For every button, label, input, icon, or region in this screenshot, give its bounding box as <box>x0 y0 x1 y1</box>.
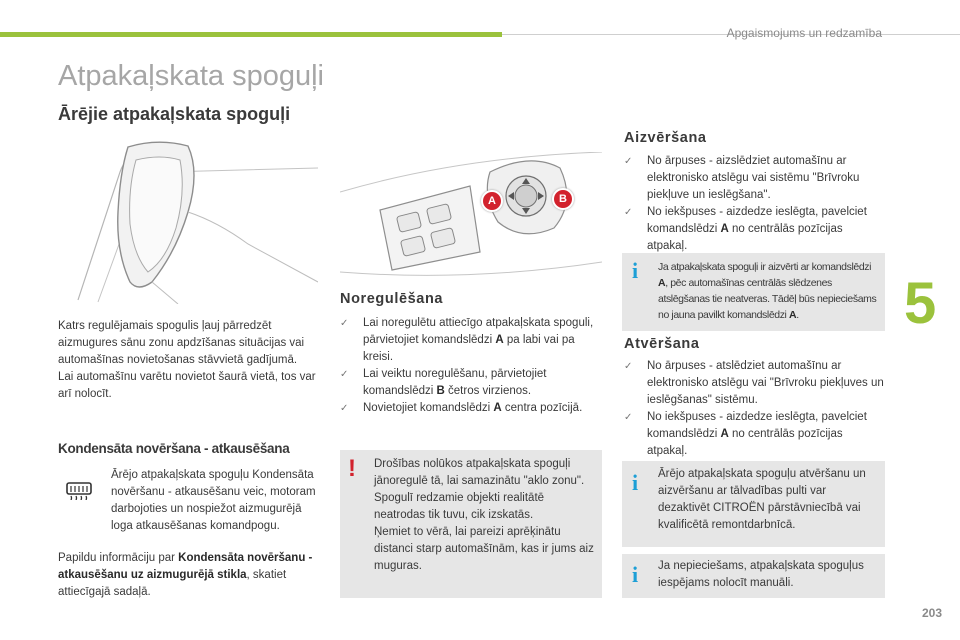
exclamation-icon: ! <box>348 455 356 482</box>
bullet-icon: ✓ <box>340 318 349 329</box>
page-title: Atpakaļskata spoguļi <box>58 60 324 92</box>
label-b-badge: B <box>552 188 574 210</box>
warning-text: Drošības nolūkos atpakaļskata spoguļi jānoregulē tā, lai samazinātu "aklo zonu". Spogulī redzamie objekti realitātē neatrodas tik tuvu, cik izskatās. Ņemiet to vērā, lai pareizi aprēķinātu distanci starp automašīnām, kas ir jums aiz muguras. <box>374 458 594 572</box>
bullet-icon: ✓ <box>340 403 349 414</box>
bullet-icon: ✓ <box>624 207 633 218</box>
section-subtitle: Ārējie atpakaļskata spoguļi <box>58 104 291 124</box>
folding-title: Aizvēršana <box>624 130 707 146</box>
adjusting-list <box>340 315 602 417</box>
folding-list <box>624 153 886 255</box>
info-fold-text: Ja atpakaļskata spoguļi ir aizvērti ar komandslēdzi A, pēc automašīnas centrālās slēdzenes atslēgšanas tie neatveras. Tādēļ būs nepieciešams no jauna pavilkt komandslēdzi A. <box>658 261 877 321</box>
door-switch-illustration <box>340 152 602 292</box>
condensation-text: Ārējo atpakaļskata spoguļu Kondensāta novēršanu - atkausēšanu veic, motoram darbojoties un nospiežot aizmugurējā loga atkausēšanas komandpogu. <box>111 469 316 532</box>
unfolding-list <box>624 358 886 460</box>
page-number: 203 <box>921 606 942 620</box>
bullet-icon: ✓ <box>624 412 633 423</box>
list-item: ✓ No ārpuses - atslēdziet automašīnu ar elektronisko atslēgu vai "Brīvroku piekļuves un ieslēgšanas" sistēmu. <box>624 360 884 406</box>
bullet-icon: ✓ <box>624 156 633 167</box>
label-a-badge: A <box>481 190 503 212</box>
list-item: ✓ Novietojiet komandslēdzi A centra pozīcijā. <box>340 400 602 417</box>
chapter-number: 5 <box>904 271 937 336</box>
list-item: ✓ No iekšpuses - aizdedze ieslēgta, pavelciet komandslēdzi A no centrālās pozīcijas atpakaļ. <box>624 411 867 457</box>
mirror-illustration <box>68 132 318 304</box>
intro-line-2: Lai automašīnu varētu novietot šaurā vietā, tos var arī nolocīt. <box>58 371 316 400</box>
bullet-icon: ✓ <box>340 369 349 380</box>
rear-defrost-icon <box>66 482 92 500</box>
info-icon: i <box>632 562 639 587</box>
list-item: ✓ No iekšpuses - aizdedze ieslēgta, pavelciet komandslēdzi A no centrālās pozīcijas atpakaļ. <box>624 206 867 252</box>
info-icon: i <box>632 258 639 283</box>
intro-line-1: Katrs regulējamais spogulis ļauj pārredzēt aizmugures sānu zonu apdzīšanas situācijas vai automašīnas novietošanas stāvvietā gadījumā. <box>58 320 305 366</box>
condensation-title: Kondensāta novēršana - atkausēšana <box>58 441 290 456</box>
list-item: ✓ No ārpuses - aizslēdziet automašīnu ar elektronisko atslēgu vai sistēmu "Brīvroku piekļuve un ieslēgšana". <box>624 155 860 201</box>
unfolding-title: Atvēršana <box>624 336 700 352</box>
info-manual-text: Ja nepieciešams, atpakaļskata spoguļus iespējams nolocīt manuāli. <box>658 560 864 589</box>
bullet-icon: ✓ <box>624 361 633 372</box>
adjusting-title: Noregulēšana <box>340 291 444 307</box>
info-remote-text: Ārējo atpakaļskata spoguļu atvēršanu un aizvēršanu ar tālvadības pulti var dezaktivēt CITROËN pārstāvniecībā vai kvalificētā remontdarbnīcā. <box>658 468 866 531</box>
intro-text <box>58 318 320 403</box>
list-item: ✓ Lai noregulētu attiecīgo atpakaļskata spoguli, pārvietojiet komandslēdzi A pa labi vai pa kreisi. <box>340 317 594 363</box>
header-accent-bar <box>0 32 502 37</box>
list-item: ✓ Lai veiktu noregulēšanu, pārvietojiet komandslēdzi B četros virzienos. <box>340 368 547 397</box>
info-icon: i <box>632 470 639 495</box>
section-title: Apgaismojums un redzamība <box>726 26 882 40</box>
condensation-more: Papildu informāciju par Kondensāta novēršanu - atkausēšanu uz aizmugurējā stikla, skatiet attiecīgajā sadaļā. <box>58 552 313 598</box>
